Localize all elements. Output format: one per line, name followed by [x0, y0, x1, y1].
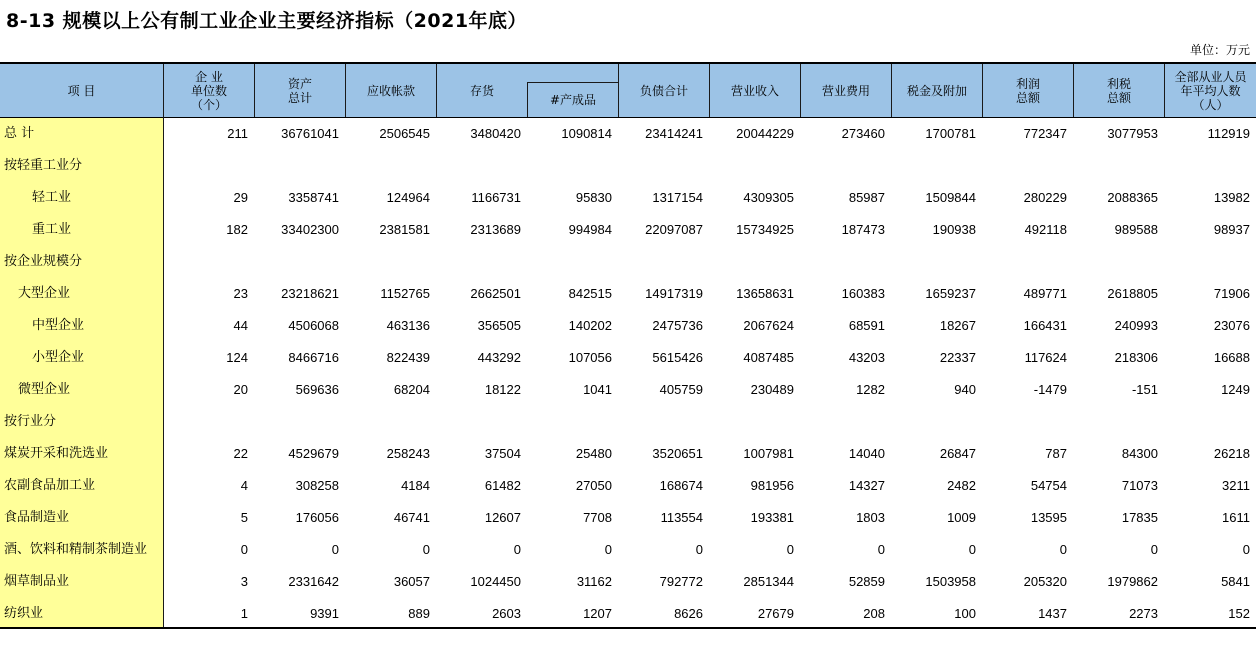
- table-cell: 160383: [841, 286, 885, 301]
- table-cell: 16688: [1213, 350, 1250, 365]
- table-cell: 0: [240, 542, 248, 557]
- header-unit-count: 企 业 单位数 （个）: [190, 69, 227, 112]
- table-cell: 2331642: [288, 574, 339, 589]
- table-cell: 989588: [1114, 222, 1158, 237]
- table-cell: 2662501: [470, 286, 521, 301]
- table-cell: 3: [240, 574, 248, 589]
- table-cell: 211: [227, 126, 248, 141]
- page-title: 8-13 规模以上公有制工业企业主要经济指标（2021年底）: [6, 10, 528, 32]
- row-label: 小型企业: [32, 350, 85, 365]
- table-cell: [160, 150, 248, 182]
- table-cell: 31162: [576, 574, 612, 589]
- table-row: [0, 470, 1256, 502]
- table-cell: [706, 150, 794, 182]
- table-cell: 2506545: [379, 126, 430, 141]
- table-cell: 190938: [932, 222, 976, 237]
- table-cell: 166431: [1023, 318, 1067, 333]
- table-cell: 4184: [401, 478, 430, 493]
- table-cell: 22097087: [645, 222, 703, 237]
- row-label: 按轻重工业分: [4, 158, 83, 173]
- table-cell: 1437: [1038, 606, 1067, 621]
- header-profit-tax: 利税 总额: [1106, 76, 1131, 105]
- table-cell: 2603: [492, 606, 521, 621]
- table-row: [0, 598, 1256, 630]
- table-cell: [251, 406, 339, 438]
- table-cell: [160, 406, 248, 438]
- table-cell: [433, 150, 521, 182]
- table-cell: 14327: [848, 478, 885, 493]
- table-cell: [706, 246, 794, 278]
- table-row: [0, 246, 1256, 278]
- table-cell: 1152765: [380, 286, 430, 301]
- table-cell: 205320: [1023, 574, 1067, 589]
- table-cell: [615, 246, 703, 278]
- table-cell: 2313689: [470, 222, 521, 237]
- table-cell: 68204: [393, 382, 430, 397]
- table-cell: 52859: [848, 574, 885, 589]
- table-cell: 240993: [1114, 318, 1158, 333]
- table-cell: 23076: [1213, 318, 1250, 333]
- table-cell: [251, 246, 339, 278]
- table-cell: 2088365: [1107, 190, 1158, 205]
- table-cell: 443292: [477, 350, 521, 365]
- table-cell: 124: [226, 350, 248, 365]
- row-label: 农副食品加工业: [4, 478, 96, 493]
- table-cell: 13658631: [736, 286, 794, 301]
- table-cell: 405759: [659, 382, 703, 397]
- table-cell: 187473: [841, 222, 885, 237]
- table-row: [0, 438, 1256, 470]
- table-cell: -151: [1131, 382, 1158, 397]
- table-cell: 17835: [1121, 510, 1158, 525]
- table-cell: 3480420: [470, 126, 521, 141]
- table-cell: 100: [954, 606, 976, 621]
- table-cell: 33402300: [281, 222, 339, 237]
- table-cell: 9391: [310, 606, 339, 621]
- table-cell: [524, 406, 612, 438]
- table-row: [0, 566, 1256, 598]
- table-cell: 4087485: [743, 350, 794, 365]
- table-cell: 4309305: [743, 190, 794, 205]
- table-cell: [1070, 150, 1158, 182]
- table-cell: 26847: [939, 446, 976, 461]
- table-cell: [797, 150, 885, 182]
- table-cell: 308258: [295, 478, 339, 493]
- table-cell: 5615426: [652, 350, 703, 365]
- table-cell: 25480: [575, 446, 612, 461]
- row-label: 烟草制品业: [4, 574, 70, 589]
- table-cell: [524, 150, 612, 182]
- row-label: 总 计: [4, 126, 35, 141]
- table-cell: [1070, 246, 1158, 278]
- table-cell: 889: [408, 606, 430, 621]
- table-row: [0, 406, 1256, 438]
- table-cell: 71073: [1121, 478, 1158, 493]
- table-cell: 218306: [1114, 350, 1158, 365]
- table-cell: 792772: [659, 574, 703, 589]
- header-taxes-surcharges: 税金及附加: [906, 83, 967, 98]
- table-cell: 5: [240, 510, 248, 525]
- table-cell: [888, 246, 976, 278]
- table-cell: 12607: [484, 510, 521, 525]
- table-cell: 1509844: [925, 190, 976, 205]
- table-cell: 1249: [1221, 382, 1250, 397]
- table-cell: 2475736: [652, 318, 703, 333]
- table-cell: 1: [240, 606, 248, 621]
- table-cell: 8626: [674, 606, 703, 621]
- table-row: [0, 310, 1256, 342]
- header-total-profit: 利润 总额: [1015, 76, 1040, 105]
- table-cell: 1282: [856, 382, 885, 397]
- table-cell: 1090814: [561, 126, 612, 141]
- table-cell: 1207: [583, 606, 612, 621]
- table-cell: 3520651: [652, 446, 703, 461]
- table-cell: [888, 150, 976, 182]
- table-cell: 20: [233, 382, 248, 397]
- table-cell: 8466716: [288, 350, 339, 365]
- row-label: 按企业规模分: [4, 254, 83, 269]
- table-cell: 37504: [484, 446, 521, 461]
- table-cell: [797, 246, 885, 278]
- header-item: 项 目: [67, 83, 96, 98]
- table-cell: [1162, 246, 1250, 278]
- table-cell: 3077953: [1107, 126, 1158, 141]
- table-cell: 14917319: [645, 286, 703, 301]
- table-cell: 0: [786, 542, 794, 557]
- table-cell: 1007981: [743, 446, 794, 461]
- header-accounts-receivable: 应收帐款: [366, 83, 415, 98]
- table-cell: 1041: [583, 382, 612, 397]
- table-cell: 1659237: [925, 286, 976, 301]
- table-cell: [1162, 406, 1250, 438]
- table-cell: 0: [422, 542, 430, 557]
- table-cell: 3211: [1222, 478, 1250, 493]
- table-cell: 176056: [295, 510, 339, 525]
- table-cell: [1070, 406, 1158, 438]
- table-cell: 107056: [568, 350, 612, 365]
- table-cell: 0: [968, 542, 976, 557]
- table-row: [0, 182, 1256, 214]
- table-cell: 113554: [660, 510, 703, 525]
- table-row: [0, 342, 1256, 374]
- unit-label: 单位：万元: [1189, 43, 1250, 57]
- table-cell: 230489: [750, 382, 794, 397]
- table-cell: 0: [1059, 542, 1067, 557]
- table-cell: 36761041: [281, 126, 339, 141]
- table-cell: 13595: [1030, 510, 1067, 525]
- table-row: [0, 214, 1256, 246]
- table-cell: 15734925: [736, 222, 794, 237]
- table-cell: 14040: [848, 446, 885, 461]
- table-cell: 84300: [1121, 446, 1158, 461]
- header-operating-expenses: 营业费用: [821, 83, 870, 98]
- table-cell: 4506068: [288, 318, 339, 333]
- table-cell: 2618805: [1107, 286, 1158, 301]
- table-cell: 4529679: [288, 446, 339, 461]
- header-employees: 全部从业人员 年平均人数 （人）: [1174, 69, 1247, 112]
- table-cell: 1611: [1222, 510, 1250, 525]
- table-cell: 2851344: [743, 574, 794, 589]
- table-cell: 13982: [1213, 190, 1250, 205]
- table-cell: 71906: [1213, 286, 1250, 301]
- table-cell: [342, 150, 430, 182]
- table-cell: 1503958: [925, 574, 976, 589]
- row-label: 大型企业: [18, 286, 71, 301]
- table-row: [0, 502, 1256, 534]
- table-cell: 1803: [856, 510, 885, 525]
- row-label: 纺织业: [4, 606, 44, 621]
- table-cell: 273460: [841, 126, 885, 141]
- table-cell: 0: [604, 542, 612, 557]
- table-cell: 772347: [1023, 126, 1067, 141]
- table-cell: [160, 246, 248, 278]
- table-cell: [342, 406, 430, 438]
- table-cell: 95830: [575, 190, 612, 205]
- table-cell: 0: [1242, 542, 1250, 557]
- table-cell: 994984: [568, 222, 612, 237]
- table-cell: 182: [226, 222, 248, 237]
- table-cell: 0: [513, 542, 521, 557]
- table-cell: 1024450: [470, 574, 521, 589]
- table-cell: 4: [240, 478, 248, 493]
- row-label: 煤炭开采和洗选业: [4, 446, 109, 461]
- table-cell: 85987: [848, 190, 885, 205]
- table-row: [0, 278, 1256, 310]
- table-cell: 0: [695, 542, 703, 557]
- table-cell: 117624: [1024, 350, 1067, 365]
- table-cell: 940: [954, 382, 976, 397]
- table-cell: 18267: [939, 318, 976, 333]
- table-cell: 46741: [393, 510, 430, 525]
- table-cell: 356505: [477, 318, 521, 333]
- header-operating-revenue: 营业收入: [730, 83, 779, 98]
- table-cell: [1162, 150, 1250, 182]
- table-cell: 2482: [947, 478, 976, 493]
- table-cell: [342, 246, 430, 278]
- table-cell: 22: [233, 446, 248, 461]
- table-cell: 842515: [568, 286, 612, 301]
- table-cell: 98937: [1213, 222, 1250, 237]
- table-cell: 140202: [568, 318, 612, 333]
- table-cell: [433, 406, 521, 438]
- table-cell: 3358741: [288, 190, 339, 205]
- table-cell: 569636: [295, 382, 339, 397]
- header-total-liabilities: 负债合计: [639, 83, 688, 98]
- table-cell: 68591: [848, 318, 885, 333]
- table-cell: [797, 406, 885, 438]
- table-row: [0, 374, 1256, 406]
- row-label: 酒、饮料和精制茶制造业: [4, 542, 148, 557]
- table-cell: 23414241: [645, 126, 703, 141]
- table-cell: 168674: [659, 478, 703, 493]
- table-cell: 124964: [386, 190, 430, 205]
- table-row: [0, 534, 1256, 566]
- table-cell: 1317154: [652, 190, 703, 205]
- table-cell: 7708: [583, 510, 612, 525]
- table-cell: 1700781: [925, 126, 976, 141]
- header-total-assets: 资产 总计: [287, 76, 312, 105]
- table-cell: [433, 246, 521, 278]
- table-cell: 2273: [1129, 606, 1158, 621]
- table-cell: 208: [863, 606, 885, 621]
- table-cell: 463136: [386, 318, 430, 333]
- table-cell: 112919: [1207, 126, 1250, 141]
- table-cell: 43203: [848, 350, 885, 365]
- row-label: 重工业: [32, 222, 72, 237]
- header-finished-goods: #产成品: [549, 93, 597, 107]
- table-cell: 44: [233, 318, 248, 333]
- table-cell: 18122: [484, 382, 521, 397]
- table-cell: 1979862: [1107, 574, 1158, 589]
- table-cell: 152: [1228, 606, 1250, 621]
- row-label: 按行业分: [4, 414, 57, 429]
- table-cell: 5841: [1221, 574, 1250, 589]
- table-cell: [706, 406, 794, 438]
- table-cell: [979, 246, 1067, 278]
- table-row: [0, 150, 1256, 182]
- row-label: 微型企业: [18, 382, 71, 397]
- table-cell: [524, 246, 612, 278]
- table-cell: 787: [1045, 446, 1067, 461]
- table-cell: [251, 150, 339, 182]
- table-cell: 2067624: [743, 318, 794, 333]
- table-cell: 489771: [1023, 286, 1067, 301]
- table-cell: 27050: [575, 478, 612, 493]
- table-cell: 0: [877, 542, 885, 557]
- table-cell: -1479: [1033, 382, 1067, 397]
- table-cell: 822439: [386, 350, 430, 365]
- table-cell: 193381: [750, 510, 794, 525]
- row-label: 食品制造业: [4, 510, 70, 525]
- table-cell: 2381581: [379, 222, 430, 237]
- table-cell: [615, 150, 703, 182]
- table-cell: 280229: [1023, 190, 1067, 205]
- table-cell: 29: [233, 190, 248, 205]
- table-cell: [615, 406, 703, 438]
- table-cell: 27679: [757, 606, 794, 621]
- table-cell: 1009: [947, 510, 976, 525]
- table-cell: 0: [1150, 542, 1158, 557]
- table-cell: 20044229: [736, 126, 794, 141]
- table-cell: [979, 406, 1067, 438]
- table-cell: 981956: [750, 478, 794, 493]
- table-cell: 22337: [939, 350, 976, 365]
- table-cell: [979, 150, 1067, 182]
- table-cell: [888, 406, 976, 438]
- table-cell: 61482: [484, 478, 521, 493]
- row-label: 中型企业: [32, 318, 85, 333]
- table-cell: 492118: [1024, 222, 1067, 237]
- table-cell: 54754: [1030, 478, 1067, 493]
- table-cell: 23: [233, 286, 248, 301]
- table-cell: 1166731: [471, 190, 521, 205]
- table-cell: 258243: [386, 446, 430, 461]
- table-cell: 26218: [1213, 446, 1250, 461]
- header-inventory: 存货: [469, 83, 494, 98]
- row-label: 轻工业: [32, 190, 72, 205]
- table-cell: 0: [331, 542, 339, 557]
- table-cell: 36057: [393, 574, 430, 589]
- table-cell: 23218621: [281, 286, 339, 301]
- table-row: [0, 118, 1256, 150]
